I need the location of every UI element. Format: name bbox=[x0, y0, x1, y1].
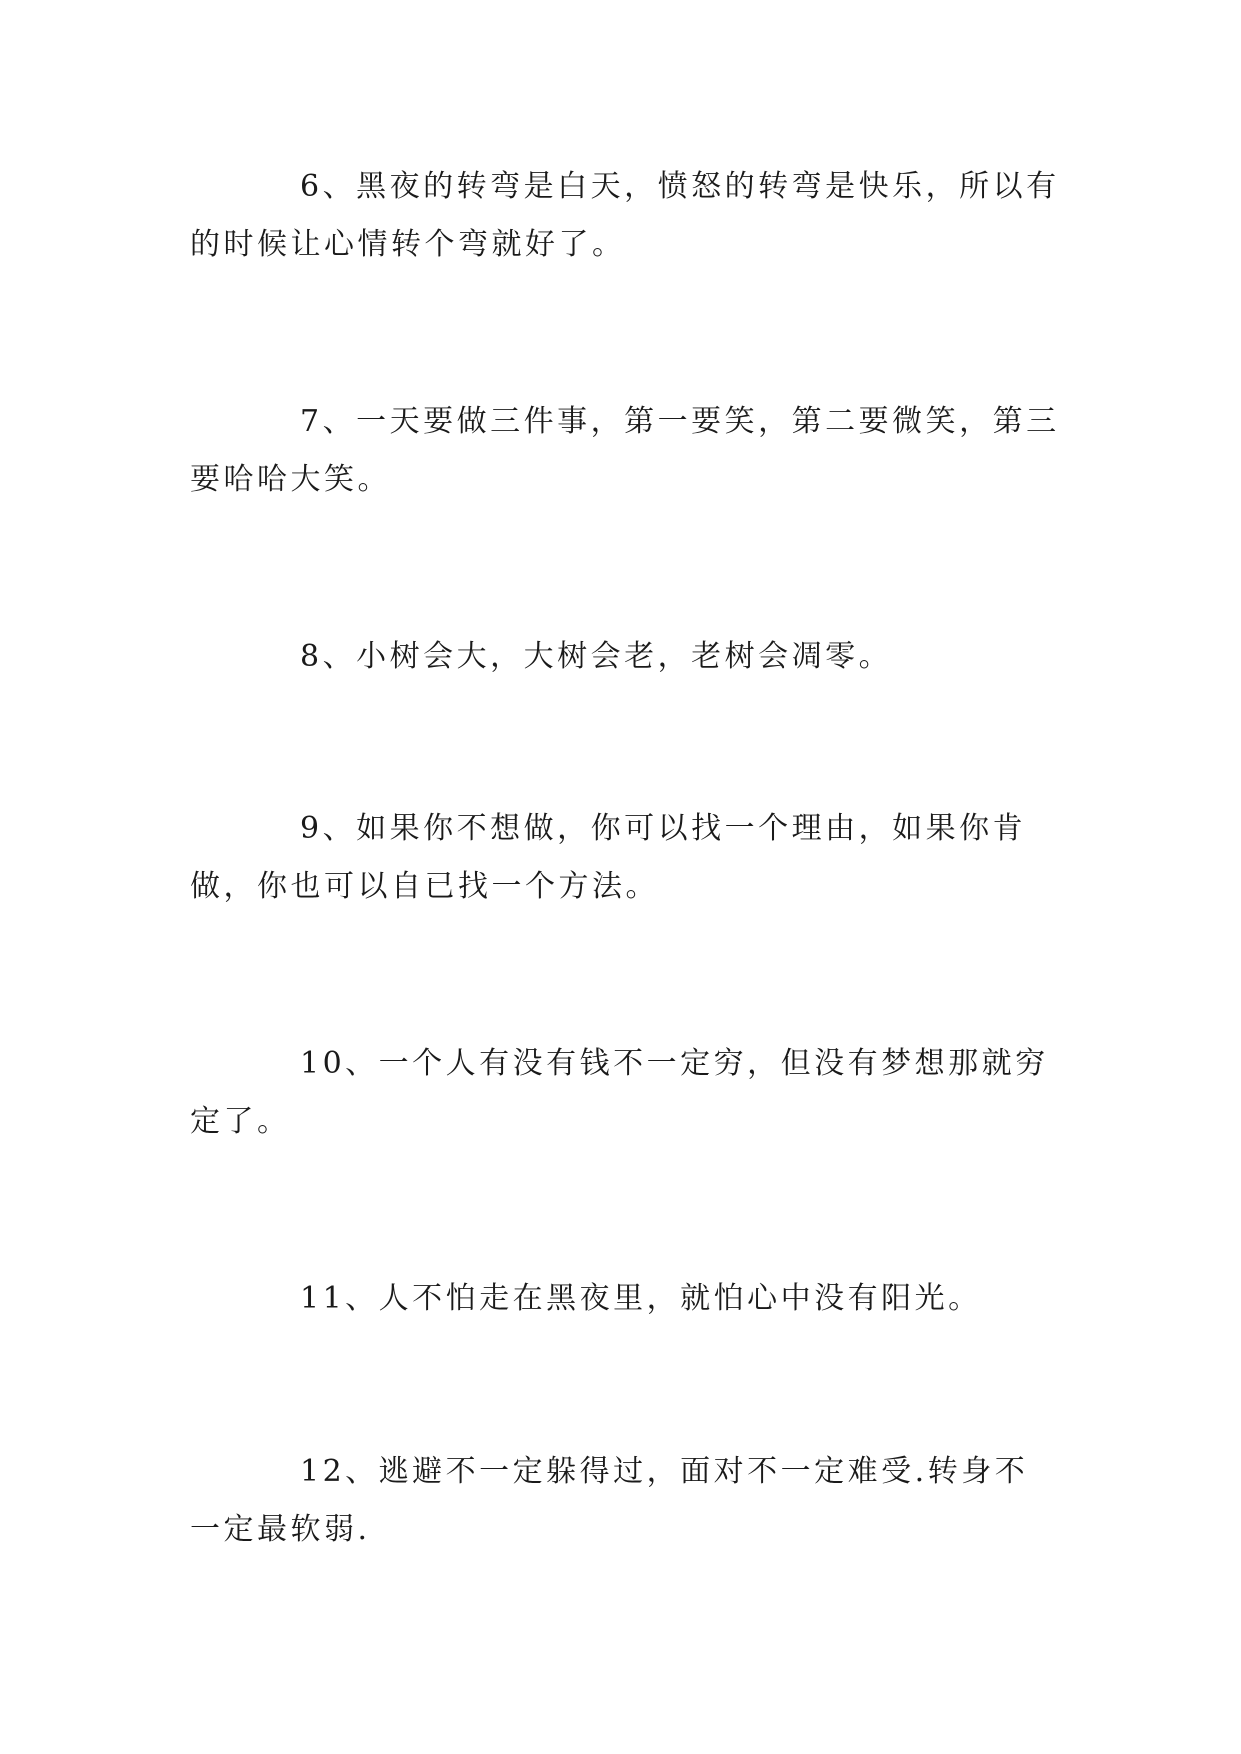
paragraph-8: 8、小树会大，大树会老，老树会凋零。 bbox=[300, 639, 893, 674]
paragraph-10: 10、一个人有没有钱不一定穷，但没有梦想那就穷定了。 bbox=[190, 1046, 1049, 1139]
paragraph-11: 11、人不怕走在黑夜里，就怕心中没有阳光。 bbox=[300, 1281, 982, 1316]
paragraph-6: 6、黑夜的转弯是白天，愤怒的转弯是快乐，所以有的时候让心情转个弯就好了。 bbox=[190, 169, 1060, 262]
paragraph-12: 12、逃避不一定躲得过，面对不一定难受.转身不一定最软弱. bbox=[190, 1454, 1029, 1547]
paragraph-9: 9、如果你不想做，你可以找一个理由，如果你肯做，你也可以自已找一个方法。 bbox=[190, 811, 1027, 904]
paragraph-7: 7、一天要做三件事，第一要笑，第二要微笑，第三要哈哈大笑。 bbox=[190, 404, 1060, 497]
